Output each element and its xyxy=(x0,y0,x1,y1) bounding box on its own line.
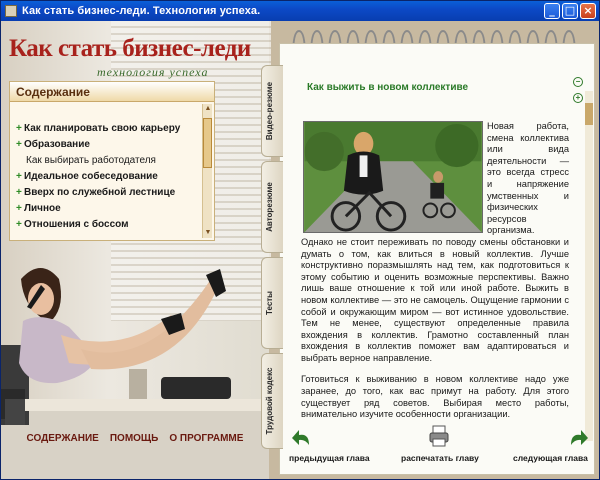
toc-item-label[interactable]: Образование xyxy=(24,138,90,150)
minimize-button[interactable]: _ xyxy=(544,3,560,19)
toc-item-label[interactable]: Как выбирать работодателя xyxy=(26,154,156,166)
expand-icon[interactable]: + xyxy=(16,218,22,230)
zoom-out-icon[interactable]: − xyxy=(573,77,583,87)
toc-scrollbar[interactable] xyxy=(202,104,212,238)
article-photo xyxy=(303,121,483,233)
toc-item-label[interactable]: Личное xyxy=(24,202,61,214)
app-title: Как стать бизнес-леди xyxy=(9,35,251,62)
expand-icon[interactable]: + xyxy=(16,170,22,182)
toc-item[interactable] xyxy=(16,216,200,232)
maximize-button[interactable]: □ xyxy=(562,3,578,19)
toc-item-label[interactable]: Идеальное собеседование xyxy=(24,170,158,182)
expand-icon[interactable]: + xyxy=(16,122,22,134)
window-title: Как стать бизнес-леди. Технология успеха. xyxy=(22,5,261,17)
article-scrollbar[interactable] xyxy=(585,91,593,441)
prev-arrow-icon[interactable] xyxy=(291,427,313,449)
chapter-navigation xyxy=(279,439,595,475)
print-chapter-button[interactable]: распечатать главу xyxy=(401,453,479,463)
title-bar[interactable] xyxy=(1,1,599,21)
table-of-contents xyxy=(9,81,215,241)
tab-video-resume[interactable] xyxy=(261,65,283,157)
toc-item-label[interactable]: Вверх по служебной лестнице xyxy=(24,186,176,198)
tab-labor-code[interactable] xyxy=(261,353,283,449)
tab-label[interactable]: Авторезюме xyxy=(265,182,274,232)
tab-label[interactable]: Видео-резюме xyxy=(265,81,274,141)
printer-icon[interactable] xyxy=(429,425,449,447)
article-paragraph: Готовиться к выживанию в новом коллективе надо уже заранее, до того, как вас примут на работу. Для этого существует ряд советов. Выбирая место работы, внимательно изучите особенности организации. xyxy=(301,374,569,420)
scroll-down-icon[interactable]: ▼ xyxy=(204,229,212,236)
help-link[interactable]: ПОМОЩЬ xyxy=(109,433,159,444)
prev-chapter-button[interactable]: предыдущая глава xyxy=(289,453,370,463)
article-paragraph: Новая работа, смена коллектива или вида деятельности — это всегда стресс и напряжение умственных и физических ресурсов организма. Однако не стоит переживать по поводу смены обстановки и думать о том, как влиться в новый коллектив. Лучше конструктивно поразмышлять над тем, как подготовиться к этому событию и оценить возможные перспективы. Важно лишь ваше отношение к той или иной работе. Выжить в новом коллективе — это не самоцель. Ощущение гармонии с собой и окружающим миром — вот истинное удовольствие. Тем не менее, существуют определенные правила вхождения в коллектив. Грамотно составленный план вхождения в коллектив поможет вам адаптироваться и выбрать верное направление. xyxy=(301,121,569,363)
toc-item[interactable] xyxy=(16,168,200,184)
expand-icon[interactable]: + xyxy=(16,186,22,198)
toc-item-label[interactable]: Отношения с боссом xyxy=(24,218,129,230)
toc-item[interactable] xyxy=(16,136,200,152)
toc-item[interactable] xyxy=(16,184,200,200)
chapter-title: Как выжить в новом коллективе xyxy=(307,82,469,93)
toc-heading: Содержание xyxy=(10,82,214,102)
contents-link[interactable]: СОДЕРЖАНИЕ xyxy=(26,433,99,444)
toc-item[interactable] xyxy=(16,152,200,168)
bottom-menu xyxy=(1,433,269,444)
tab-label[interactable]: Тесты xyxy=(265,290,274,316)
toc-item[interactable] xyxy=(16,200,200,216)
zoom-controls xyxy=(573,77,583,109)
tab-autoresume[interactable] xyxy=(261,161,283,253)
app-icon xyxy=(5,5,17,17)
toc-scroll-thumb[interactable] xyxy=(203,118,212,168)
toc-item[interactable] xyxy=(16,120,200,136)
app-content xyxy=(1,21,599,479)
side-tabs xyxy=(261,65,285,455)
zoom-in-icon[interactable]: + xyxy=(573,93,583,103)
toc-list xyxy=(16,120,200,232)
next-chapter-button[interactable]: следующая глава xyxy=(513,453,588,463)
about-link[interactable]: О ПРОГРАММЕ xyxy=(169,433,244,444)
expand-icon[interactable]: + xyxy=(16,138,22,150)
businesswoman-illustration xyxy=(1,249,269,479)
expand-icon[interactable]: + xyxy=(16,202,22,214)
toc-item-label[interactable]: Как планировать свою карьеру xyxy=(24,122,181,134)
tab-tests[interactable] xyxy=(261,257,283,349)
article-scroll-thumb[interactable] xyxy=(585,103,593,125)
scroll-up-icon[interactable]: ▲ xyxy=(204,105,212,112)
tab-label[interactable]: Трудовой кодекс xyxy=(265,367,274,435)
next-arrow-icon[interactable] xyxy=(567,427,589,449)
close-button[interactable]: × xyxy=(580,3,596,19)
app-subtitle: технология успеха xyxy=(97,65,209,79)
